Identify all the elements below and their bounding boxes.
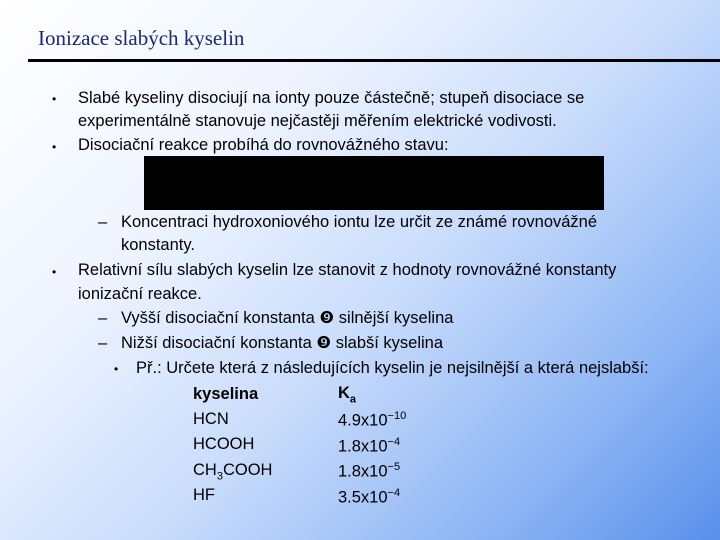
bullet-marker: • [52,140,57,154]
header-k-sub: a [349,393,357,406]
header-k: K [338,384,350,403]
sub-bullet-2-tail: silnější kyselina [334,309,454,327]
ka-mantissa: 1.8x10 [338,462,388,481]
bullet-marker: • [52,265,57,279]
header-ka [338,382,406,408]
bullet-marker: • [52,92,57,106]
sub-bullet-2-text: Vyšší disociační konstanta [121,309,320,327]
arrow-icon: ❾ [316,334,332,352]
ka-mantissa: 4.9x10 [338,411,388,430]
bullet-3-line-1: Relativní sílu slabých kyselin lze stanovit z hodnoty rovnovážné konstanty [78,261,617,279]
ka-value [338,459,406,485]
bullet-1-line-2: experimentálně stanovuje nejčastěji měřením elektrické vodivosti. [78,112,557,130]
table-row [193,459,406,485]
ka-exponent: −5 [387,461,401,473]
sub-bullet-1-line-2: konstanty. [121,236,195,254]
acid-name [193,408,338,434]
equation-box [144,156,604,210]
sub-bullet-3 [121,331,443,355]
acid-name [193,459,338,485]
table-row [193,433,406,459]
sub-bullet-marker: – [98,334,108,352]
bullet-2-line-1: Disociační reakce probíhá do rovnovážného stavu: [78,136,449,154]
acid-name [193,433,338,459]
acid-text: HCN [193,409,229,428]
sub-bullet-marker: – [98,213,108,231]
acid-table [193,382,406,510]
bullet-marker: • [114,362,119,376]
example-prompt: Př.: Určete která z následujících kyselin je nejsilnější a která nejslabší: [136,359,649,377]
acid-tail: COOH [222,460,273,479]
acid-sub: 3 [216,469,223,482]
bullet-3-line-2: ionizační reakce. [78,285,202,303]
bullet-1-line-1: Slabé kyseliny disociují na ionty pouze částečně; stupeň disociace se [78,89,585,107]
ka-mantissa: 3.5x10 [338,488,388,506]
arrow-icon: ❾ [319,309,335,327]
ka-value [338,408,406,434]
sub-bullet-marker: – [98,309,108,327]
table-row [193,484,406,510]
ka-mantissa: 1.8x10 [338,437,388,455]
acid-text: HF [193,486,215,505]
sub-bullet-2 [121,306,453,330]
table-row [193,408,406,434]
ka-value [338,433,406,459]
header-acid: kyselina [193,385,259,404]
slide-title: Ionizace slabých kyselin [38,26,245,50]
table-header-row [193,382,406,408]
ka-exponent: −4 [387,435,401,448]
sub-bullet-3-text: Nižší disociační konstanta [121,334,317,352]
sub-bullet-3-tail: slabší kyselina [331,334,444,352]
acid-text: CH [193,460,217,479]
acid-text: HCOOH [193,435,255,454]
sub-bullet-1-line-1: Koncentraci hydroxoniového iontu lze určit ze známé rovnovážné [121,213,598,231]
ka-value [338,484,406,510]
ka-exponent: −4 [387,486,401,499]
ka-exponent: −10 [387,410,407,422]
acid-name [193,484,338,510]
